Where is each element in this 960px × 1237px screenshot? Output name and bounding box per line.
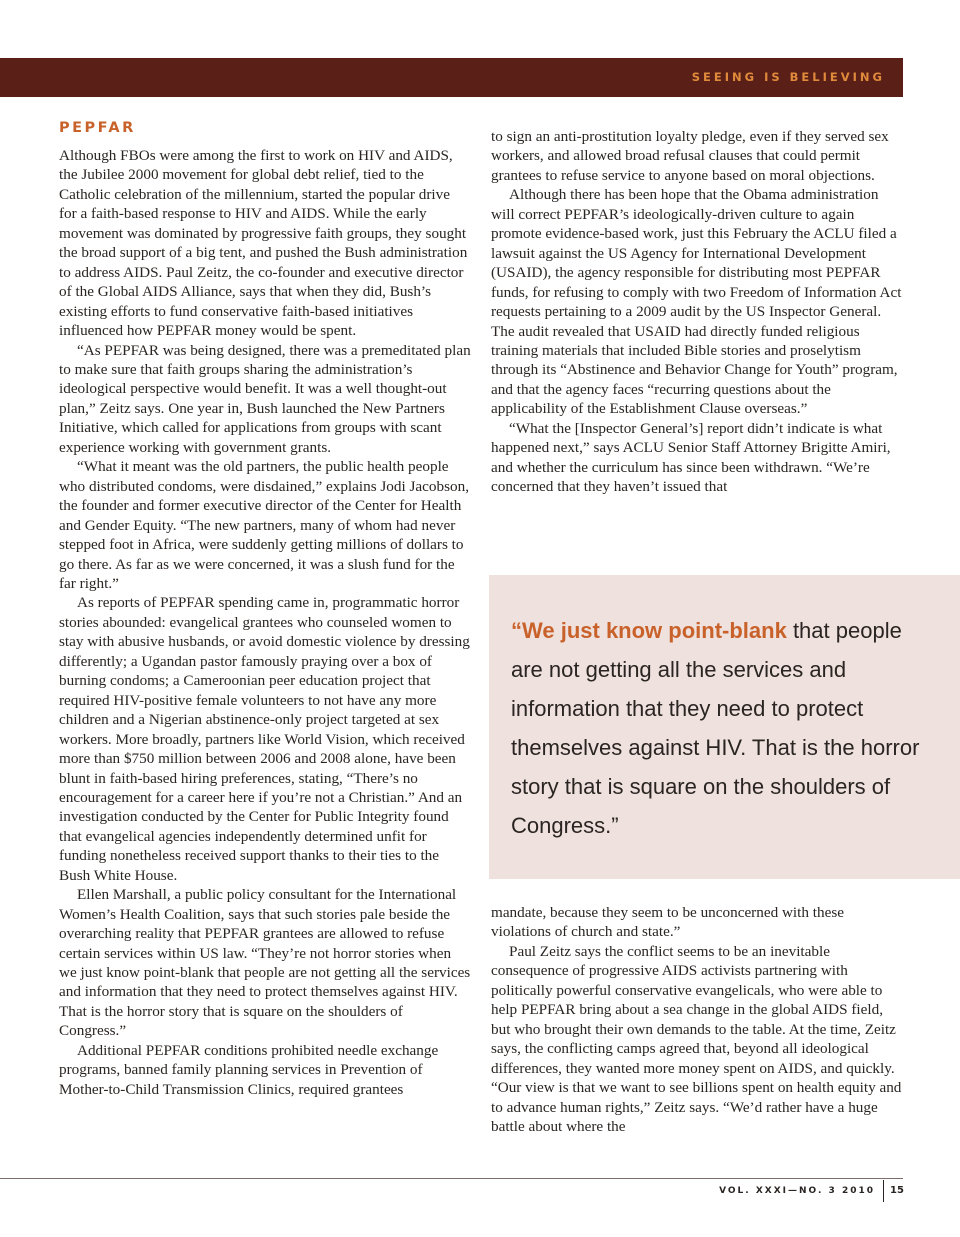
paragraph: “What the [Inspector General’s] report didn’t indicate is what happened next,” says ACLU Senior Staff Attorney Brigitte Amiri, and whether the curriculum has since been withdrawn. “We’re concerned that they haven’t issued that xyxy=(491,419,891,496)
paragraph: Although FBOs were among the first to work on HIV and AIDS, the Jubilee 2000 movement for global debt relief, tied to the Catholic celebration of the millennium, started the popular drive for a faith-based response to HIV and AIDS. While the early movement was dominated by progressive faith groups, they sought the broad support of a big tent, and pushed the Bush administration to address AIDS. Paul Zeitz, the co-founder and executive director of the Global AIDS Alliance, says that when they did, Bush’s existing efforts to fund conservative faith-based initiatives influenced how PEPFAR money would be spent. xyxy=(59,147,468,340)
footer-rule xyxy=(0,1178,903,1179)
section-heading: PEPFAR xyxy=(59,120,136,136)
running-title: SEEING IS BELIEVING xyxy=(691,70,885,84)
right-column-bottom xyxy=(491,903,903,1136)
paragraph: Additional PEPFAR conditions prohibited needle exchange programs, banned family planning services in Prevention of Mother-to-Child Transmission Clinics, required grantees xyxy=(59,1041,439,1098)
paragraph: to sign an anti-prostitution loyalty pledge, even if they served sex workers, and allowed broad refusal clauses that could permit grantees to refuse service to anyone based on moral objections. xyxy=(491,128,889,184)
paragraph: As reports of PEPFAR spending came in, programmatic horror stories abounded: evangelical grantees who counseled women to stay with abusive husbands, or avoid domestic violence by dressing differently; a Ugandan pastor famously praying over a box of burning condoms; a Cameroonian peer education project that required HIV-positive female volunteers to not have any more children and a Nigerian abstinence-only project targeted at sex workers. More broadly, partners like World Vision, which received more than $750 million between 2006 and 2008 alone, have been blunt in faith-based hiring preferences, stating, “There’s no encouragement for a career here if you’re not a Christian.” And an investigation conducted by the Center for Public Integrity found that evangelical agencies independently determined unfit for funding nonetheless received support thanks to their ties to the Bush White House. xyxy=(59,594,470,884)
pullquote-lead: “We just know point-blank xyxy=(511,618,787,643)
right-column-top xyxy=(491,127,903,497)
pullquote-box xyxy=(489,575,960,879)
issue-label: VOL. XXXI—NO. 3 2010 xyxy=(719,1186,875,1196)
footer-divider xyxy=(883,1180,884,1202)
paragraph: Paul Zeitz says the conflict seems to be an inevitable consequence of progressive AIDS activists partnering with politically powerful conservative evangelicals, who were able to help PEPFAR bring about a sea change in the global AIDS field, but who brought their own demands to the table. At the time, Zeitz says, the conflicting camps agreed that, beyond all ideological differences, they wanted more money spent on AIDS, and quickly. “Our view is that we want to see billions spent on health equity and to advance human rights,” Zeitz says. “We’d rather have a huge battle about where the xyxy=(491,942,902,1135)
left-column xyxy=(59,146,471,1099)
paragraph: “What it meant was the old partners, the public health people who distributed condoms, were disdained,” explains Jodi Jacobson, the founder and former executive director of the Center for Health and Gender Equity. “The new partners, many of whom had never stepped foot in Africa, were suddenly getting millions of dollars to go there. As far as we were concerned, it was a slush fund for the far right.” xyxy=(59,458,469,592)
page-number: 15 xyxy=(890,1185,904,1196)
paragraph: mandate, because they seem to be unconcerned with these violations of church and state.” xyxy=(491,904,844,941)
paragraph: “As PEPFAR was being designed, there was a premeditated plan to make sure that faith groups sharing the administration’s ideological perspective would benefit. It was a well thought-out plan,” Zeitz says. One year in, Bush launched the New Partners Initiative, which called for applications from groups with scant experience working with government grants. xyxy=(59,341,471,456)
paragraph: Although there has been hope that the Obama administration will correct PEPFAR’s ideologically-driven culture to again promote evidence-based work, just this February the ACLU filed a lawsuit against the US Agency for International Development (USAID), the agency responsible for distributing most PEPFAR funds, for refusing to comply with two Freedom of Information Act requests pertaining to a 2009 audit by the US Inspector General. The audit revealed that USAID had directly funded religious training materials that included Bible stories and proselytism through its “Abstinence and Behavior Change for Youth” program, and that the agency faces “recurring questions about the applicability of the Establishment Clause overseas.” xyxy=(491,186,902,418)
pullquote-text: that people are not getting all the services and information that they need to protect themselves against HIV. That is the horror story that is square on the shoulders of Congress.” xyxy=(511,618,920,838)
pullquote xyxy=(511,611,931,845)
paragraph: Ellen Marshall, a public policy consultant for the International Women’s Health Coalition, says that such stories pale beside the overarching reality that PEPFAR grantees are allowed to refuse certain services within US law. “They’re not horror stories when we just know point-blank that people are not getting all the services and information that they need to protect themselves against HIV. That is the horror story that is square on the shoulders of Congress.” xyxy=(59,886,471,1040)
header-banner xyxy=(0,58,903,97)
